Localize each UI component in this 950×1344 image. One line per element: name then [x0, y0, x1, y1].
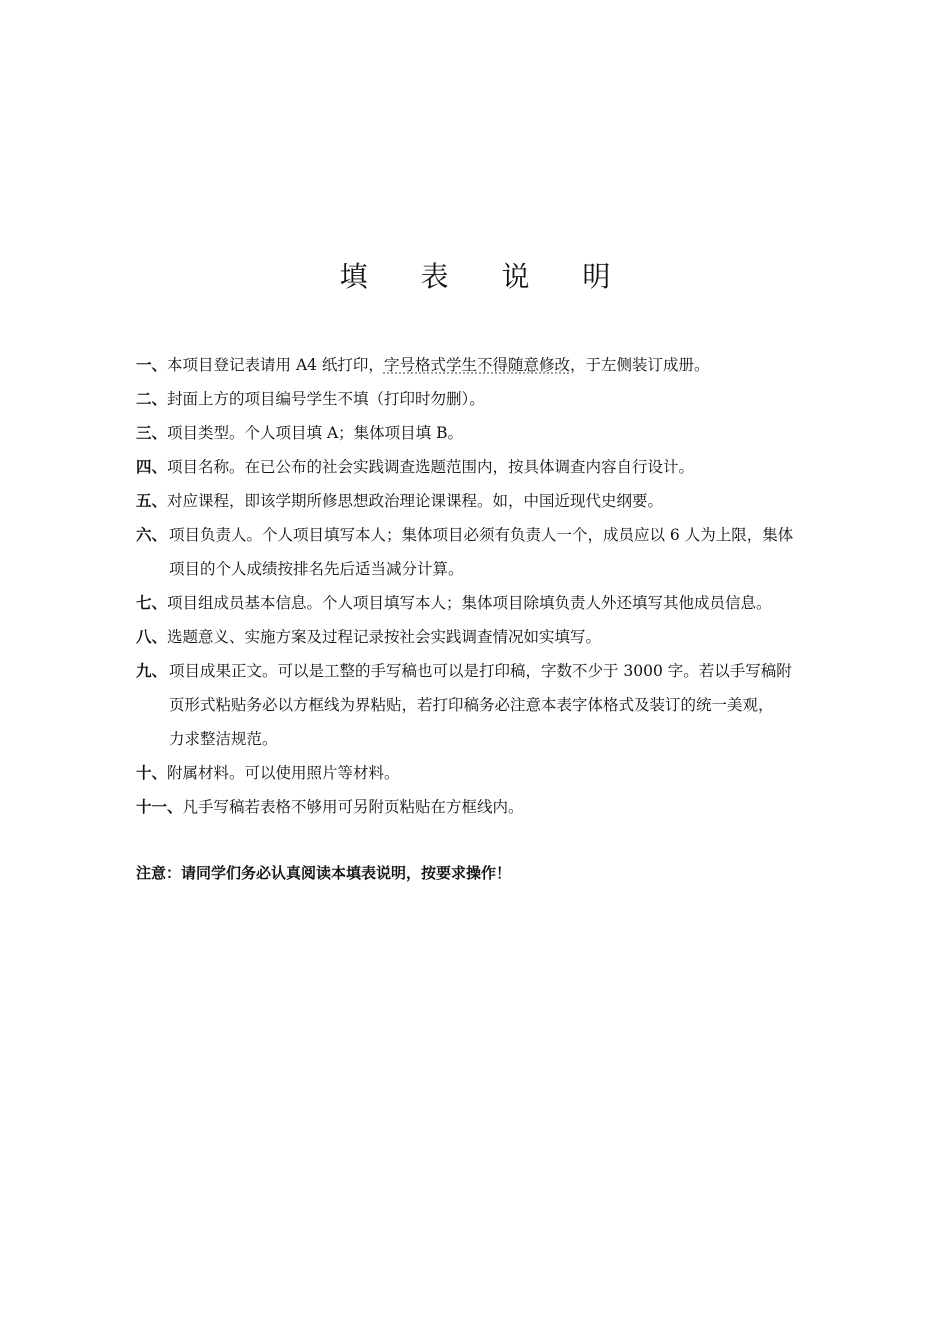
- instruction-text: [169, 654, 826, 756]
- instruction-item: [136, 518, 826, 586]
- instruction-number: 二、: [136, 389, 168, 408]
- instruction-text: [167, 416, 826, 450]
- instruction-line: 项目负责人。个人项目填写本人；集体项目必须有负责人一个，成员应以 6 人为上限，集体: [169, 526, 794, 544]
- instruction-item: [136, 790, 826, 824]
- instruction-line: 凡手写稿若表格不够用可另附页粘贴在方框线内。: [182, 798, 524, 816]
- instruction-line: 项目的个人成绩按排名先后适当减分计算。: [169, 560, 464, 578]
- instruction-number: 四、: [136, 457, 168, 476]
- page-title: 填 表 说 明: [339, 260, 633, 293]
- instruction-line: 本项目登记表请用 A4 纸打印，字号格式学生不得随意修改，于左侧装订成册。: [167, 356, 710, 374]
- instruction-list: [136, 348, 826, 824]
- instruction-item: [136, 348, 826, 382]
- instruction-number: 三、: [136, 423, 168, 442]
- instruction-text: [169, 518, 826, 586]
- instruction-text: [183, 790, 826, 824]
- instruction-text: [167, 348, 826, 382]
- instruction-text: [167, 620, 826, 654]
- instruction-item: [136, 382, 826, 416]
- instruction-line: 选题意义、实施方案及过程记录按社会实践调查情况如实填写。: [167, 628, 602, 646]
- instruction-text: [167, 586, 826, 620]
- instruction-text: [167, 382, 826, 416]
- attention-note: 注意：请同学们务必认真阅读本填表说明，按要求操作！: [136, 864, 512, 882]
- instruction-number: 九、: [136, 661, 168, 680]
- instruction-text: [167, 450, 826, 484]
- instruction-item: [136, 756, 826, 790]
- instruction-number: 六、: [136, 525, 168, 544]
- instruction-line: 对应课程，即该学期所修思想政治理论课课程。如，中国近现代史纲要。: [167, 492, 664, 510]
- instruction-item: [136, 654, 826, 756]
- instruction-line: 项目成果正文。可以是工整的手写稿也可以是打印稿，字数不少于 3000 字。若以手写稿附: [169, 662, 792, 680]
- instruction-line: 封面上方的项目编号学生不填（打印时勿删）。: [167, 390, 485, 408]
- instruction-line: 力求整洁规范。: [169, 730, 278, 748]
- instruction-number: 一、: [136, 355, 168, 374]
- instruction-line: 页形式粘贴务必以方框线为界粘贴，若打印稿务必注意本表字体格式及装订的统一美观，: [169, 696, 774, 714]
- instruction-number: 十一、: [136, 797, 183, 816]
- instruction-text: [167, 484, 826, 518]
- instruction-number: 十、: [136, 763, 168, 782]
- instruction-line: 项目类型。个人项目填 A；集体项目填 B。: [167, 424, 463, 442]
- instruction-number: 五、: [136, 491, 168, 510]
- instruction-line: 项目名称。在已公布的社会实践调查选题范围内，按具体调查内容自行设计。: [167, 458, 695, 476]
- instruction-item: [136, 416, 826, 450]
- instruction-item: [136, 620, 826, 654]
- instruction-number: 八、: [136, 627, 168, 646]
- instruction-text: [167, 756, 826, 790]
- instruction-item: [136, 450, 826, 484]
- instruction-item: [136, 586, 826, 620]
- instruction-line: 项目组成员基本信息。个人项目填写本人；集体项目除填负责人外还填写其他成员信息。: [167, 594, 772, 612]
- instruction-item: [136, 484, 826, 518]
- instruction-number: 七、: [136, 593, 168, 612]
- instruction-line: 附属材料。可以使用照片等材料。: [167, 764, 400, 782]
